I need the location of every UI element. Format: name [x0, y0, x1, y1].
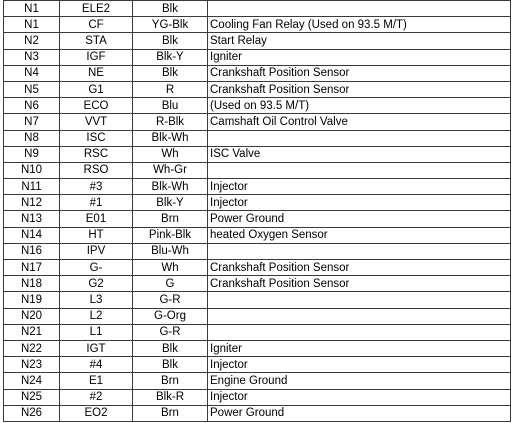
pinout-table-body — [4, 1, 511, 422]
pin-cell: N20 — [4, 308, 60, 324]
wire-color-cell: G-R — [133, 324, 208, 340]
pin-cell: N2 — [4, 33, 60, 49]
description-cell: Crankshaft Position Sensor — [208, 260, 511, 276]
pin-cell: N8 — [4, 130, 60, 146]
pin-cell: N7 — [4, 114, 60, 130]
description-cell: Camshaft Oil Control Valve — [208, 114, 511, 130]
description-cell: Injector — [208, 389, 511, 405]
table-row — [4, 130, 511, 146]
wire-color-cell: G-Org — [133, 308, 208, 324]
terminal-code-cell: ECO — [60, 98, 133, 114]
pin-cell: N1 — [4, 17, 60, 33]
table-row — [4, 1, 511, 17]
wire-color-cell: Blk-Y — [133, 195, 208, 211]
terminal-code-cell: ELE2 — [60, 1, 133, 17]
pinout-table-container — [3, 0, 511, 422]
table-row — [4, 373, 511, 389]
terminal-code-cell: STA — [60, 33, 133, 49]
pin-cell: N21 — [4, 324, 60, 340]
terminal-code-cell: #3 — [60, 179, 133, 195]
table-row — [4, 195, 511, 211]
terminal-code-cell: #4 — [60, 357, 133, 373]
wire-color-cell: Blu — [133, 98, 208, 114]
terminal-code-cell: #1 — [60, 195, 133, 211]
pin-cell: N17 — [4, 260, 60, 276]
terminal-code-cell: VVT — [60, 114, 133, 130]
pin-cell: N13 — [4, 211, 60, 227]
table-row — [4, 276, 511, 292]
pin-cell: N10 — [4, 162, 60, 178]
pin-cell: N19 — [4, 292, 60, 308]
pin-cell: N11 — [4, 179, 60, 195]
wire-color-cell: R-Blk — [133, 114, 208, 130]
table-row — [4, 308, 511, 324]
table-row — [4, 179, 511, 195]
wire-color-cell: Blu-Wh — [133, 243, 208, 259]
wire-color-cell: Blk — [133, 65, 208, 81]
pinout-table — [3, 0, 511, 422]
pin-cell: N3 — [4, 49, 60, 65]
terminal-code-cell: ISC — [60, 130, 133, 146]
description-cell: Injector — [208, 179, 511, 195]
pin-cell: N1 — [4, 1, 60, 17]
terminal-code-cell: G- — [60, 260, 133, 276]
description-cell — [208, 162, 511, 178]
wire-color-cell: G — [133, 276, 208, 292]
table-row — [4, 146, 511, 162]
wire-color-cell: Blk — [133, 340, 208, 356]
table-row — [4, 33, 511, 49]
wire-color-cell: Blk-R — [133, 389, 208, 405]
wire-color-cell: Blk — [133, 33, 208, 49]
table-row — [4, 114, 511, 130]
terminal-code-cell: IGF — [60, 49, 133, 65]
terminal-code-cell: RSC — [60, 146, 133, 162]
terminal-code-cell: E1 — [60, 373, 133, 389]
wire-color-cell: G-R — [133, 292, 208, 308]
table-row — [4, 81, 511, 97]
wire-color-cell: Blk — [133, 357, 208, 373]
pin-cell: N16 — [4, 243, 60, 259]
wire-color-cell: Blk — [133, 1, 208, 17]
pin-cell: N6 — [4, 98, 60, 114]
pin-cell: N12 — [4, 195, 60, 211]
description-cell: Engine Ground — [208, 373, 511, 389]
wire-color-cell: Blk-Wh — [133, 130, 208, 146]
wire-color-cell: Brn — [133, 211, 208, 227]
wire-color-cell: Wh-Gr — [133, 162, 208, 178]
wire-color-cell: Brn — [133, 405, 208, 421]
description-cell: Power Ground — [208, 405, 511, 421]
description-cell: ISC Valve — [208, 146, 511, 162]
terminal-code-cell: CF — [60, 17, 133, 33]
wire-color-cell: YG-Blk — [133, 17, 208, 33]
table-row — [4, 405, 511, 421]
table-row — [4, 292, 511, 308]
terminal-code-cell: NE — [60, 65, 133, 81]
description-cell: Injector — [208, 357, 511, 373]
table-row — [4, 211, 511, 227]
table-row — [4, 49, 511, 65]
description-cell: Start Relay — [208, 33, 511, 49]
table-row — [4, 389, 511, 405]
pin-cell: N9 — [4, 146, 60, 162]
terminal-code-cell: EO2 — [60, 405, 133, 421]
pin-cell: N25 — [4, 389, 60, 405]
table-row — [4, 227, 511, 243]
table-row — [4, 357, 511, 373]
table-row — [4, 17, 511, 33]
description-cell — [208, 324, 511, 340]
wire-color-cell: Wh — [133, 260, 208, 276]
description-cell: Power Ground — [208, 211, 511, 227]
pin-cell: N5 — [4, 81, 60, 97]
description-cell — [208, 292, 511, 308]
table-row — [4, 243, 511, 259]
terminal-code-cell: E01 — [60, 211, 133, 227]
description-cell: Crankshaft Position Sensor — [208, 65, 511, 81]
description-cell: Injector — [208, 195, 511, 211]
wire-color-cell: Wh — [133, 146, 208, 162]
description-cell: heated Oxygen Sensor — [208, 227, 511, 243]
table-row — [4, 65, 511, 81]
pin-cell: N26 — [4, 405, 60, 421]
wire-color-cell: Blk-Wh — [133, 179, 208, 195]
terminal-code-cell: RSO — [60, 162, 133, 178]
pin-cell: N14 — [4, 227, 60, 243]
wire-color-cell: Pink-Blk — [133, 227, 208, 243]
table-row — [4, 162, 511, 178]
pin-cell: N24 — [4, 373, 60, 389]
description-cell — [208, 243, 511, 259]
description-cell — [208, 308, 511, 324]
terminal-code-cell: G2 — [60, 276, 133, 292]
description-cell — [208, 130, 511, 146]
description-cell: Igniter — [208, 49, 511, 65]
wire-color-cell: Blk-Y — [133, 49, 208, 65]
pin-cell: N22 — [4, 340, 60, 356]
pin-cell: N18 — [4, 276, 60, 292]
terminal-code-cell: L3 — [60, 292, 133, 308]
terminal-code-cell: L1 — [60, 324, 133, 340]
table-row — [4, 98, 511, 114]
table-row — [4, 324, 511, 340]
table-row — [4, 340, 511, 356]
description-cell: Igniter — [208, 340, 511, 356]
terminal-code-cell: G1 — [60, 81, 133, 97]
terminal-code-cell: IPV — [60, 243, 133, 259]
terminal-code-cell: #2 — [60, 389, 133, 405]
description-cell — [208, 1, 511, 17]
terminal-code-cell: L2 — [60, 308, 133, 324]
description-cell: Crankshaft Position Sensor — [208, 276, 511, 292]
terminal-code-cell: HT — [60, 227, 133, 243]
description-cell: Cooling Fan Relay (Used on 93.5 M/T) — [208, 17, 511, 33]
wire-color-cell: Brn — [133, 373, 208, 389]
description-cell: Crankshaft Position Sensor — [208, 81, 511, 97]
description-cell: (Used on 93.5 M/T) — [208, 98, 511, 114]
pin-cell: N4 — [4, 65, 60, 81]
pin-cell: N23 — [4, 357, 60, 373]
wire-color-cell: R — [133, 81, 208, 97]
terminal-code-cell: IGT — [60, 340, 133, 356]
table-row — [4, 260, 511, 276]
